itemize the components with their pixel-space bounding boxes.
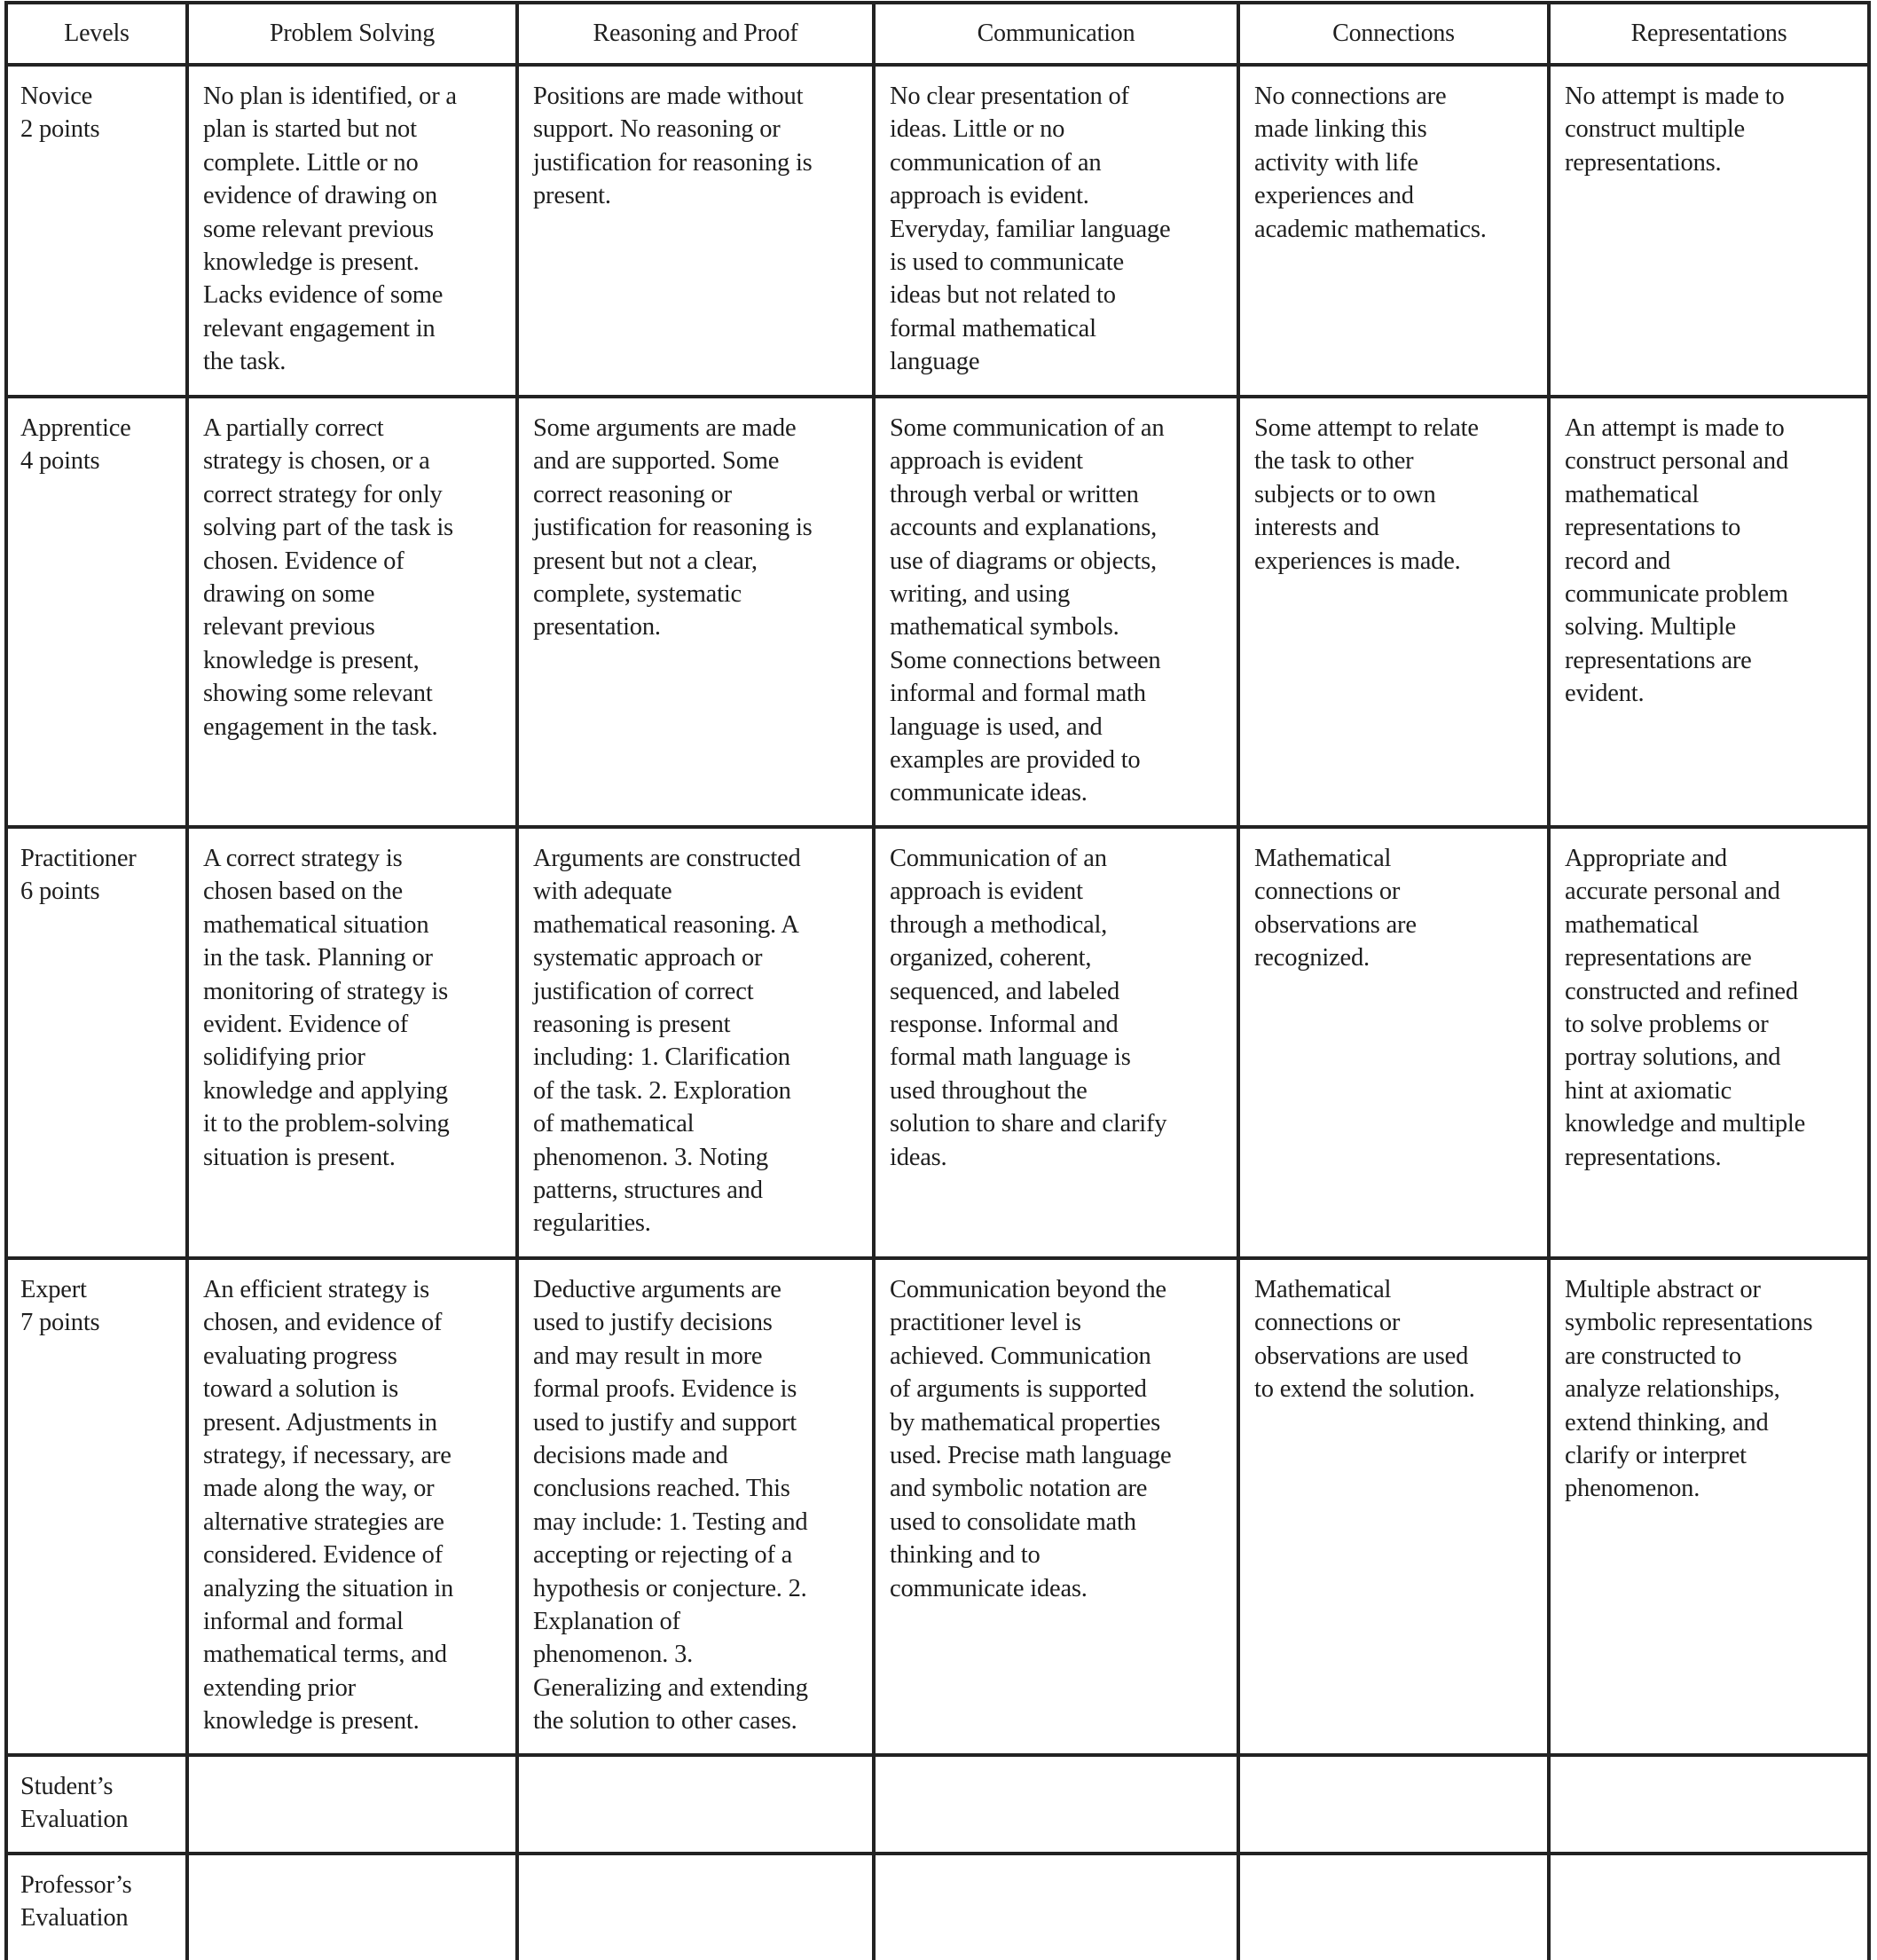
- criteria-text-line: mathematical situation: [203, 910, 429, 939]
- criteria-text-line: evident.: [1565, 680, 1645, 708]
- criteria-text-line: writing, and using: [890, 580, 1071, 609]
- criteria-cell-problem-solving: [187, 65, 517, 397]
- criteria-text-line: solving. Multiple: [1565, 613, 1736, 642]
- criteria-text-line: to extend the solution.: [1254, 1375, 1475, 1404]
- criteria-text-line: used to consolidate math: [890, 1507, 1136, 1536]
- level-points: Evaluation: [20, 1806, 129, 1834]
- criteria-cell-reasoning-and-proof: [517, 1258, 874, 1755]
- criteria-text-line: conclusions reached. This: [533, 1475, 790, 1503]
- criteria-text-line: informal and formal: [203, 1608, 404, 1636]
- criteria-cell-communication: [874, 1258, 1238, 1755]
- criteria-text-line: examples are provided to: [890, 746, 1141, 775]
- level-name: Apprentice: [20, 414, 131, 442]
- criteria-text-line: used throughout the: [890, 1076, 1088, 1105]
- criteria-text-line: symbolic representations: [1565, 1309, 1813, 1337]
- criteria-text-line: representations are: [1565, 944, 1752, 972]
- criteria-text-line: complete. Little or no: [203, 148, 419, 177]
- criteria-text-line: situation is present.: [203, 1143, 396, 1171]
- criteria-text-line: construct personal and: [1565, 447, 1789, 476]
- column-header-problem-solving: Problem Solving: [187, 3, 517, 65]
- criteria-text-line: knowledge and multiple: [1565, 1110, 1806, 1138]
- criteria-text-line: reasoning is present: [533, 1011, 731, 1039]
- criteria-text-line: Positions are made without: [533, 83, 804, 110]
- criteria-text-line: with adequate: [533, 878, 672, 906]
- criteria-text-line: and are supported. Some: [533, 447, 780, 476]
- criteria-cell-reasoning-and-proof: [517, 827, 874, 1258]
- criteria-text-line: approach is evident: [890, 447, 1083, 476]
- criteria-text-line: solving part of the task is: [203, 514, 453, 542]
- criteria-cell-connections: [1238, 65, 1549, 397]
- criteria-cell-problem-solving: [187, 397, 517, 827]
- criteria-text-line: engagement in the task.: [203, 712, 438, 741]
- criteria-text-line: justification of correct: [533, 977, 754, 1005]
- criteria-text-line: language is used, and: [890, 712, 1103, 741]
- criteria-cell-representations: [1549, 827, 1869, 1258]
- criteria-cell-representations: [1549, 1258, 1869, 1755]
- criteria-text-line: Some connections between: [890, 646, 1161, 674]
- criteria-text-line: by mathematical properties: [890, 1408, 1161, 1437]
- criteria-text-line: knowledge is present,: [203, 646, 420, 674]
- evaluation-cell-connections[interactable]: [1238, 1755, 1549, 1854]
- criteria-text-line: evidence of drawing on: [203, 182, 437, 210]
- criteria-text-line: used to justify decisions: [533, 1309, 773, 1337]
- criteria-text-line: Mathematical: [1254, 845, 1392, 872]
- criteria-text-line: formal math language is: [890, 1043, 1131, 1072]
- criteria-text-line: in the task. Planning or: [203, 944, 433, 972]
- criteria-cell-connections: [1238, 1258, 1549, 1755]
- column-header-connections: Connections: [1238, 3, 1549, 65]
- criteria-text-line: monitoring of strategy is: [203, 977, 449, 1005]
- criteria-text-line: organized, coherent,: [890, 944, 1092, 972]
- rubric-row-professors-evaluation: [6, 1854, 1869, 1960]
- criteria-text-line: extend thinking, and: [1565, 1408, 1769, 1437]
- criteria-cell-representations: [1549, 397, 1869, 827]
- criteria-text-line: Explanation of: [533, 1608, 680, 1636]
- criteria-text-line: complete, systematic: [533, 580, 742, 609]
- criteria-text-line: connections or: [1254, 878, 1401, 906]
- criteria-text-line: hint at axiomatic: [1565, 1076, 1732, 1105]
- criteria-text-line: justification for reasoning is: [533, 514, 813, 542]
- criteria-text-line: made linking this: [1254, 115, 1427, 144]
- criteria-text-line: strategy, if necessary, are: [203, 1442, 452, 1470]
- criteria-text-line: Communication of an: [890, 845, 1107, 872]
- criteria-text-line: present.: [533, 182, 611, 210]
- criteria-text-line: some relevant previous: [203, 215, 434, 243]
- header-row: [6, 3, 1869, 65]
- criteria-text-line: evident. Evidence of: [203, 1011, 409, 1039]
- criteria-text-line: Some arguments are made: [533, 414, 797, 442]
- criteria-text-line: of the task. 2. Exploration: [533, 1076, 791, 1105]
- rubric-row-novice: [6, 65, 1869, 397]
- criteria-text-line: evaluating progress: [203, 1342, 397, 1370]
- criteria-text-line: use of diagrams or objects,: [890, 547, 1157, 575]
- criteria-text-line: the solution to other cases.: [533, 1707, 797, 1736]
- criteria-cell-connections: [1238, 397, 1549, 827]
- criteria-text-line: record and: [1565, 547, 1671, 575]
- criteria-text-line: experiences is made.: [1254, 547, 1461, 575]
- criteria-text-line: sequenced, and labeled: [890, 977, 1120, 1005]
- level-label: [6, 397, 187, 827]
- criteria-text-line: hypothesis or conjecture. 2.: [533, 1574, 807, 1602]
- criteria-text-line: thinking and to: [890, 1541, 1041, 1570]
- criteria-text-line: analyzing the situation in: [203, 1574, 454, 1602]
- criteria-text-line: Generalizing and extending: [533, 1673, 808, 1702]
- criteria-text-line: mathematical: [1565, 910, 1700, 939]
- criteria-text-line: academic mathematics.: [1254, 215, 1487, 243]
- criteria-text-line: mathematical symbols.: [890, 613, 1119, 642]
- criteria-text-line: communication of an: [890, 148, 1102, 177]
- criteria-text-line: experiences and: [1254, 182, 1414, 210]
- level-label: [6, 65, 187, 397]
- criteria-text-line: mathematical reasoning. A: [533, 910, 799, 939]
- evaluation-cell-communication[interactable]: [874, 1854, 1238, 1960]
- level-name: Student’s: [20, 1773, 114, 1800]
- criteria-text-line: ideas.: [890, 1143, 947, 1171]
- criteria-text-line: relevant engagement in: [203, 314, 436, 342]
- criteria-text-line: informal and formal math: [890, 680, 1146, 708]
- criteria-text-line: Some attempt to relate: [1254, 414, 1479, 442]
- criteria-text-line: An attempt is made to: [1565, 414, 1785, 442]
- criteria-text-line: phenomenon. 3.: [533, 1641, 694, 1669]
- level-label: [6, 827, 187, 1258]
- criteria-text-line: of arguments is supported: [890, 1375, 1147, 1404]
- criteria-text-line: Arguments are constructed: [533, 845, 801, 872]
- level-points: Evaluation: [20, 1904, 129, 1932]
- level-name: Expert: [20, 1276, 87, 1303]
- criteria-text-line: extending prior: [203, 1673, 356, 1702]
- evaluation-cell-problem-solving[interactable]: [187, 1755, 517, 1854]
- level-label: [6, 1854, 187, 1960]
- criteria-text-line: portray solutions, and: [1565, 1043, 1781, 1072]
- criteria-text-line: No attempt is made to: [1565, 83, 1785, 110]
- criteria-text-line: Appropriate and: [1565, 845, 1727, 872]
- criteria-text-line: considered. Evidence of: [203, 1541, 443, 1570]
- criteria-cell-reasoning-and-proof: [517, 397, 874, 827]
- rubric-row-practitioner: [6, 827, 1869, 1258]
- criteria-cell-problem-solving: [187, 827, 517, 1258]
- criteria-text-line: accurate personal and: [1565, 878, 1780, 906]
- criteria-text-line: A partially correct: [203, 414, 384, 442]
- criteria-text-line: Deductive arguments are: [533, 1276, 781, 1303]
- evaluation-cell-problem-solving[interactable]: [187, 1854, 517, 1960]
- criteria-text-line: achieved. Communication: [890, 1342, 1151, 1370]
- criteria-text-line: analyze relationships,: [1565, 1375, 1780, 1404]
- criteria-text-line: through a methodical,: [890, 910, 1108, 939]
- criteria-text-line: recognized.: [1254, 944, 1370, 972]
- criteria-text-line: presentation.: [533, 613, 661, 642]
- criteria-text-line: subjects or to own: [1254, 480, 1436, 508]
- criteria-text-line: correct strategy for only: [203, 480, 443, 508]
- criteria-text-line: phenomenon. 3. Noting: [533, 1143, 768, 1171]
- criteria-text-line: the task to other: [1254, 447, 1414, 476]
- criteria-text-line: Some communication of an: [890, 414, 1165, 442]
- criteria-text-line: Multiple abstract or: [1565, 1276, 1761, 1303]
- criteria-text-line: decisions made and: [533, 1442, 728, 1470]
- criteria-text-line: representations to: [1565, 514, 1741, 542]
- criteria-text-line: solidifying prior: [203, 1043, 365, 1072]
- criteria-text-line: accounts and explanations,: [890, 514, 1158, 542]
- level-points: 4 points: [20, 447, 100, 476]
- level-points: 2 points: [20, 115, 100, 144]
- criteria-text-line: through verbal or written: [890, 480, 1139, 508]
- criteria-text-line: approach is evident.: [890, 182, 1089, 210]
- criteria-text-line: including: 1. Clarification: [533, 1043, 790, 1072]
- level-name: Professor’s: [20, 1871, 132, 1899]
- criteria-text-line: communicate problem: [1565, 580, 1788, 609]
- criteria-text-line: chosen. Evidence of: [203, 547, 404, 575]
- criteria-text-line: observations are used: [1254, 1342, 1469, 1370]
- criteria-text-line: mathematical terms, and: [203, 1641, 447, 1669]
- criteria-text-line: connections or: [1254, 1309, 1401, 1337]
- criteria-text-line: An efficient strategy is: [203, 1276, 430, 1303]
- evaluation-cell-communication[interactable]: [874, 1755, 1238, 1854]
- evaluation-cell-representations[interactable]: [1549, 1854, 1869, 1960]
- criteria-text-line: are constructed to: [1565, 1342, 1741, 1370]
- level-label: [6, 1755, 187, 1854]
- criteria-text-line: representations.: [1565, 148, 1722, 177]
- criteria-text-line: and may result in more: [533, 1342, 763, 1370]
- criteria-text-line: formal proofs. Evidence is: [533, 1375, 797, 1404]
- evaluation-cell-reasoning-and-proof[interactable]: [517, 1755, 874, 1854]
- criteria-text-line: No connections are: [1254, 83, 1447, 110]
- criteria-text-line: No clear presentation of: [890, 83, 1129, 110]
- criteria-cell-communication: [874, 827, 1238, 1258]
- criteria-text-line: Mathematical: [1254, 1276, 1392, 1303]
- level-points: 6 points: [20, 878, 100, 906]
- criteria-text-line: Lacks evidence of some: [203, 281, 444, 310]
- criteria-text-line: A correct strategy is: [203, 845, 403, 872]
- criteria-text-line: ideas but not related to: [890, 281, 1116, 310]
- criteria-text-line: drawing on some: [203, 580, 375, 609]
- criteria-text-line: ideas. Little or no: [890, 115, 1065, 144]
- criteria-text-line: clarify or interpret: [1565, 1442, 1747, 1470]
- criteria-text-line: strategy is chosen, or a: [203, 447, 430, 476]
- evaluation-cell-reasoning-and-proof[interactable]: [517, 1854, 874, 1960]
- criteria-text-line: toward a solution is: [203, 1375, 399, 1404]
- criteria-text-line: phenomenon.: [1565, 1475, 1700, 1503]
- criteria-text-line: justification for reasoning is: [533, 148, 813, 177]
- criteria-text-line: observations are: [1254, 910, 1417, 939]
- criteria-text-line: support. No reasoning or: [533, 115, 781, 144]
- criteria-text-line: communicate ideas.: [890, 1574, 1088, 1602]
- criteria-cell-reasoning-and-proof: [517, 65, 874, 397]
- level-label: [6, 1258, 187, 1755]
- criteria-text-line: activity with life: [1254, 148, 1418, 177]
- criteria-text-line: language: [890, 348, 980, 376]
- criteria-text-line: is used to communicate: [890, 248, 1124, 277]
- column-header-representations: Representations: [1549, 3, 1869, 65]
- criteria-text-line: knowledge and applying: [203, 1076, 448, 1105]
- criteria-text-line: correct reasoning or: [533, 480, 732, 508]
- criteria-text-line: practitioner level is: [890, 1309, 1081, 1337]
- criteria-text-line: present. Adjustments in: [203, 1408, 437, 1437]
- criteria-text-line: knowledge is present.: [203, 1707, 420, 1736]
- criteria-text-line: communicate ideas.: [890, 779, 1088, 807]
- criteria-text-line: to solve problems or: [1565, 1011, 1769, 1039]
- criteria-cell-representations: [1549, 65, 1869, 397]
- criteria-text-line: present but not a clear,: [533, 547, 758, 575]
- criteria-text-line: made along the way, or: [203, 1475, 435, 1503]
- level-name: Practitioner: [20, 845, 137, 872]
- criteria-text-line: accepting or rejecting of a: [533, 1541, 793, 1570]
- criteria-text-line: systematic approach or: [533, 944, 763, 972]
- criteria-text-line: patterns, structures and: [533, 1177, 763, 1205]
- criteria-text-line: alternative strategies are: [203, 1507, 444, 1536]
- criteria-text-line: approach is evident: [890, 878, 1083, 906]
- evaluation-cell-representations[interactable]: [1549, 1755, 1869, 1854]
- rubric-row-apprentice: [6, 397, 1869, 827]
- criteria-cell-connections: [1238, 827, 1549, 1258]
- column-header-levels: Levels: [6, 3, 187, 65]
- criteria-text-line: representations.: [1565, 1143, 1722, 1171]
- rubric-row-students-evaluation: [6, 1755, 1869, 1854]
- criteria-text-line: representations are: [1565, 646, 1752, 674]
- criteria-text-line: used. Precise math language: [890, 1442, 1172, 1470]
- criteria-text-line: No plan is identified, or a: [203, 83, 457, 110]
- criteria-text-line: response. Informal and: [890, 1011, 1119, 1039]
- evaluation-cell-connections[interactable]: [1238, 1854, 1549, 1960]
- rubric-row-expert: [6, 1258, 1869, 1755]
- criteria-cell-communication: [874, 397, 1238, 827]
- criteria-text-line: the task.: [203, 348, 287, 376]
- column-header-reasoning-and-proof: Reasoning and Proof: [517, 3, 874, 65]
- criteria-text-line: may include: 1. Testing and: [533, 1507, 808, 1536]
- criteria-text-line: used to justify and support: [533, 1408, 797, 1437]
- level-points: 7 points: [20, 1309, 100, 1337]
- criteria-cell-problem-solving: [187, 1258, 517, 1755]
- criteria-text-line: showing some relevant: [203, 680, 433, 708]
- criteria-text-line: formal mathematical: [890, 314, 1096, 342]
- criteria-text-line: relevant previous: [203, 613, 375, 642]
- criteria-text-line: mathematical: [1565, 480, 1700, 508]
- criteria-text-line: solution to share and clarify: [890, 1110, 1167, 1138]
- criteria-text-line: plan is started but not: [203, 115, 417, 144]
- criteria-text-line: and symbolic notation are: [890, 1475, 1148, 1503]
- level-name: Novice: [20, 83, 93, 110]
- criteria-text-line: interests and: [1254, 514, 1379, 542]
- criteria-text-line: regularities.: [533, 1209, 651, 1238]
- criteria-text-line: it to the problem-solving: [203, 1110, 450, 1138]
- criteria-text-line: construct multiple: [1565, 115, 1745, 144]
- column-header-communication: Communication: [874, 3, 1238, 65]
- criteria-cell-communication: [874, 65, 1238, 397]
- criteria-text-line: Everyday, familiar language: [890, 215, 1171, 243]
- rubric-table: [4, 1, 1871, 1960]
- criteria-text-line: Communication beyond the: [890, 1276, 1166, 1303]
- criteria-text-line: chosen based on the: [203, 878, 403, 906]
- criteria-text-line: constructed and refined: [1565, 977, 1798, 1005]
- criteria-text-line: chosen, and evidence of: [203, 1309, 443, 1337]
- criteria-text-line: of mathematical: [533, 1110, 695, 1138]
- criteria-text-line: knowledge is present.: [203, 248, 420, 277]
